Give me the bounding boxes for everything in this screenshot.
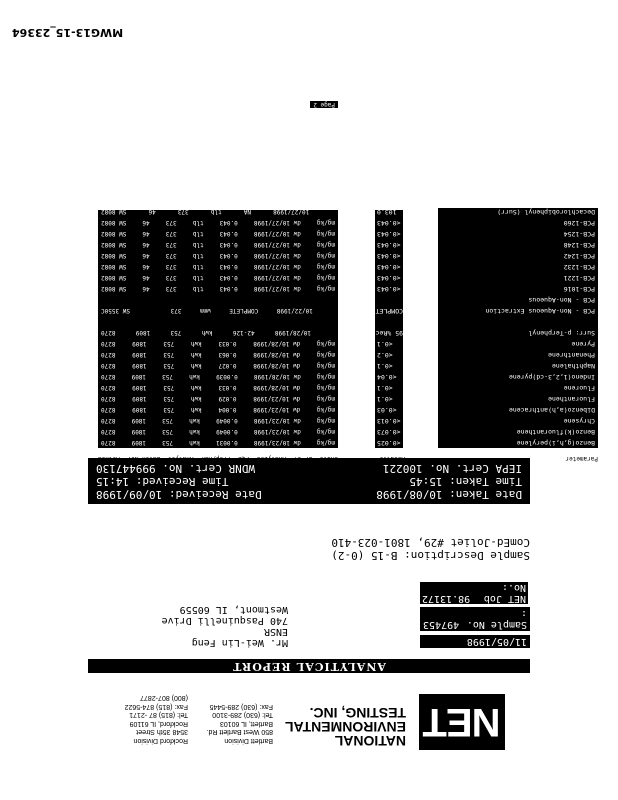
column-header: Analyzed: [257, 455, 286, 462]
table-cell: [255, 294, 259, 305]
parameter-cell: Decachlorobiphenyl (Surr): [497, 208, 595, 216]
table-cell: 753: [162, 373, 173, 380]
table-cell: kwh: [201, 329, 213, 336]
table-cell: dw 10/23/1998: [253, 439, 301, 446]
table-cell: [331, 195, 335, 206]
table-cell: 46: [142, 252, 150, 259]
table-cell: 0.043: [219, 230, 238, 237]
table-row: [101, 327, 335, 338]
address-line: Tel: (815) 87 -2171: [129, 711, 188, 719]
sample-description: [88, 536, 530, 562]
table-cell: 753: [170, 329, 182, 336]
table-row: [101, 261, 335, 272]
table-row: [101, 415, 335, 426]
table-cell: kwh: [189, 373, 200, 380]
table-cell: 0.0039: [216, 373, 238, 380]
table-cell: SW 8082: [101, 230, 127, 237]
parameter-cell: Naphthalene: [551, 362, 595, 370]
address-line: Fax: (630) 289-5445: [209, 703, 273, 710]
table-cell: [331, 294, 335, 305]
table-cell: 373: [170, 307, 182, 314]
table-cell: dw 10/28/1998: [253, 384, 301, 391]
table-cell: 0.033: [218, 340, 237, 347]
table-cell: 0.0049: [216, 417, 238, 424]
parameter-cell: Phenanthrene: [548, 351, 595, 359]
job-no-block: [418, 571, 530, 606]
table-cell: 1809: [131, 428, 147, 435]
table-cell: SW 8082: [101, 241, 127, 248]
table-cell: tlb: [192, 263, 204, 270]
table-cell: SW 8082: [101, 274, 127, 281]
column-header: Units: [319, 455, 338, 462]
table-row: [101, 294, 335, 305]
table-cell: dw 10/23/1998: [253, 428, 301, 435]
wdnr-cert: WDNR Cert. No. 999447130: [96, 462, 255, 475]
result-cell: <0.043: [377, 263, 401, 271]
company-logo: [419, 694, 505, 750]
table-cell: kwh: [190, 362, 202, 369]
company-line: ENVIRONMENTAL: [284, 719, 406, 735]
table-cell: tlb: [192, 241, 204, 248]
parameter-cell: Benzo(g,h,i)perylene: [516, 439, 595, 447]
table-cell: mg/kg: [316, 285, 335, 292]
result-cell: <0.1: [377, 362, 393, 370]
table-cell: 373: [177, 208, 189, 215]
address-line: (800) 807-2877: [140, 694, 188, 702]
iepa-cert: IEPA Cert. No. 100221: [382, 462, 522, 475]
parameter-cell: Benzo(k)fluoranthene: [516, 428, 595, 436]
table-cell: 8270: [101, 373, 116, 380]
table-cell: tlb: [210, 197, 222, 204]
table-cell: 753: [162, 417, 173, 424]
report-title-bar: ANALYTICAL REPORT: [88, 659, 530, 673]
table-cell: dw 10/27/1998: [253, 230, 301, 237]
table-cell: dw 10/28/1998: [253, 373, 301, 380]
table-cell: [139, 316, 143, 327]
parameter-cell: PCB-1260: [563, 219, 595, 227]
table-cell: 0.029: [218, 395, 237, 402]
parameter-cell: Surr: p-Terphenyl: [528, 329, 595, 337]
table-cell: 1809: [131, 373, 147, 380]
table-cell: mg/kg: [316, 406, 335, 413]
address-line: Rockford, IL 61109: [129, 720, 188, 727]
table-cell: 0.043: [219, 263, 238, 270]
table-cell: 8270: [101, 439, 116, 446]
table-cell: 10/27/1998: [273, 208, 310, 215]
table-cell: [139, 294, 143, 305]
table-cell: 8270: [101, 428, 116, 435]
date-taken: Date Taken: 10/08/1998: [376, 488, 522, 501]
parameter-cell: PCB-1221: [563, 274, 595, 282]
result-cell: <0.043: [377, 285, 401, 293]
table-row: [101, 250, 335, 261]
result-cell: <0.043: [377, 274, 401, 282]
table-cell: 373: [165, 263, 177, 270]
table-cell: dw 10/27/1998: [253, 219, 301, 226]
column-header: Method: [98, 455, 120, 462]
table-row: [101, 206, 335, 217]
logo-text: NET: [423, 700, 501, 745]
result-cell: [377, 294, 403, 305]
parameter-cell: Chrysene: [563, 417, 595, 425]
table-cell: 46: [148, 197, 156, 204]
table-cell: mg/kg: [316, 274, 335, 281]
address-line: Bartlett, IL 60103: [219, 720, 273, 727]
table-cell: 42-126: [232, 329, 255, 336]
table-cell: dw 10/28/1998: [253, 362, 301, 369]
result-cell: <0.1: [377, 384, 393, 392]
parameter-cell: PCB-1254: [563, 230, 595, 238]
sample-description-value: B-15 (0-2): [331, 549, 398, 562]
table-cell: [293, 294, 297, 305]
report-date-block: [420, 610, 530, 648]
parameter-cell: PCB-1242: [563, 252, 595, 260]
client-line: ENSR: [263, 626, 288, 637]
date-received: Date Received: 10/09/1998: [96, 488, 262, 501]
result-cell: <0.013: [377, 417, 401, 425]
column-header: DF of: [293, 455, 312, 462]
table-cell: 1809: [135, 329, 151, 336]
table-row: [101, 239, 335, 250]
project-name: ComEd-Joliet #29, 1801-023-410: [331, 536, 530, 549]
table-row: [101, 316, 335, 327]
client-line: Westmont, IL 60559: [179, 604, 288, 615]
company-line: TESTING, INC.: [309, 705, 406, 721]
result-cell: <0.043: [377, 230, 401, 238]
table-cell: dw 10/27/1998: [253, 263, 301, 270]
table-cell: SW 8082: [101, 252, 127, 259]
table-cell: 753: [163, 406, 175, 413]
company-line: NATIONAL: [334, 733, 406, 749]
sample-info-band: [88, 458, 530, 504]
table-cell: 1809: [132, 406, 147, 413]
job-no-value: 98.13172: [420, 582, 472, 604]
result-cell: <0.1: [377, 340, 393, 348]
table-cell: 373: [165, 285, 177, 292]
table-cell: [178, 316, 182, 327]
data-column: [98, 197, 338, 448]
table-cell: [331, 316, 335, 327]
table-row: [101, 382, 335, 393]
address-line: Bartlett Division: [224, 737, 273, 744]
result-cell: <0.043: [377, 241, 401, 249]
column-header: Batch No.: [127, 455, 161, 462]
table-cell: 46: [142, 241, 150, 248]
address-line: 850 West Bartlett Rd.: [206, 728, 273, 736]
table-cell: 46: [142, 230, 150, 237]
table-cell: 8270: [101, 395, 116, 402]
table-cell: [331, 305, 335, 316]
table-cell: kwh: [190, 340, 202, 347]
table-cell: [293, 316, 297, 327]
sample-description-label: Sample Description:: [404, 549, 530, 562]
table-row: [101, 305, 335, 316]
table-cell: tlb: [192, 219, 204, 226]
parameter-cell: Fluorene: [563, 384, 595, 392]
table-cell: SW 3550C: [101, 307, 130, 314]
table-cell: 0.063: [218, 351, 237, 358]
table-cell: mg/kg: [316, 340, 335, 347]
table-cell: 1809: [132, 351, 147, 358]
parameter-column: [438, 197, 598, 448]
table-row: [101, 360, 335, 371]
table-cell: [216, 294, 220, 305]
table-cell: mg/kg: [316, 219, 335, 226]
table-cell: dw 10/23/1998: [253, 395, 301, 402]
table-cell: [331, 206, 335, 217]
table-cell: 8270: [101, 340, 116, 347]
address-line: Fax: (815) 874-5622: [124, 703, 188, 710]
table-row: [101, 371, 335, 382]
table-cell: [101, 294, 105, 305]
table-cell: mg/kg: [316, 417, 335, 424]
table-cell: SW 8082: [101, 208, 127, 215]
table-cell: 373: [165, 219, 177, 226]
result-cell: <0.043: [377, 219, 401, 227]
table-cell: NA: [243, 208, 251, 215]
table-cell: 373: [165, 274, 177, 281]
table-cell: kwh: [189, 417, 200, 424]
table-cell: 8270: [101, 406, 116, 413]
table-cell: mg/kg: [316, 373, 335, 380]
bartlett-division-address: [207, 702, 273, 745]
table-cell: dw 10/28/1998: [253, 351, 301, 358]
table-cell: 46: [142, 219, 150, 226]
page-label: Page 2: [310, 101, 338, 108]
table-cell: mg/kg: [316, 362, 335, 369]
table-cell: 753: [162, 439, 173, 446]
table-row: [101, 426, 335, 437]
table-cell: [331, 327, 335, 338]
parameter-cell: [438, 316, 598, 327]
table-cell: 0.043: [219, 241, 238, 248]
table-cell: 753: [163, 340, 175, 347]
table-cell: 373: [177, 197, 189, 204]
table-cell: 1809: [131, 417, 147, 424]
table-cell: 373: [165, 230, 177, 237]
table-cell: 0.0049: [216, 428, 238, 435]
table-cell: dw 10/27/1998: [253, 274, 301, 281]
data-header-row: [98, 455, 338, 462]
table-row: [101, 404, 335, 415]
parameter-cell: Dibenzo(a,h)anthracene: [508, 406, 595, 414]
table-row: [101, 338, 335, 349]
table-cell: 753: [163, 384, 175, 391]
column-header: Analyst: [168, 455, 194, 462]
table-cell: 0.043: [219, 274, 238, 281]
client-line: 740 Pasquinelli Drive: [161, 615, 288, 626]
table-cell: tlb: [192, 285, 204, 292]
table-cell: 1809: [132, 384, 147, 391]
table-cell: mg/kg: [316, 263, 335, 270]
parameter-cell: PCB-1016: [563, 285, 595, 293]
result-cell: 103.0: [377, 208, 397, 216]
table-cell: wmm: [199, 307, 211, 314]
table-cell: kwh: [189, 439, 200, 446]
table-cell: dw 10/23/1998: [253, 417, 301, 424]
table-cell: 46: [142, 263, 150, 270]
table-cell: 0.033: [218, 384, 237, 391]
table-row: [101, 437, 335, 448]
parameter-header: Parameter: [565, 455, 598, 462]
table-cell: 753: [163, 395, 175, 402]
table-cell: dw 10/23/1998: [253, 406, 301, 413]
report-date: 11/05/1998: [420, 635, 530, 648]
table-cell: tlb: [192, 252, 204, 259]
result-cell: <0.2: [377, 351, 393, 359]
parameter-cell: PCB-1248: [563, 241, 595, 249]
job-no-label: NET Job No.:: [472, 582, 528, 604]
result-header: Results: [379, 455, 405, 462]
table-cell: kwh: [189, 428, 200, 435]
table-cell: 373: [165, 241, 177, 248]
result-cell: <0.073: [377, 428, 401, 436]
table-cell: mg/kg: [316, 230, 335, 237]
parameter-cell: PCB - Non-Aqueous: [528, 296, 595, 304]
table-cell: tlb: [192, 230, 204, 237]
result-cell: COMPLETE: [371, 307, 403, 315]
table-cell: [255, 316, 259, 327]
address-line: 3548 35th Street: [136, 728, 188, 736]
table-cell: 8270: [101, 351, 116, 358]
table-cell: [148, 305, 152, 316]
table-cell: tlb: [210, 208, 222, 215]
column-header: PQL: [238, 455, 250, 462]
table-cell: mg/kg: [316, 241, 335, 248]
table-cell: 373: [165, 252, 177, 259]
result-cell: 92.0: [377, 197, 393, 205]
table-cell: 46: [142, 274, 150, 281]
column-header: Prep/Run: [201, 455, 231, 462]
parameter-cell: Fluoranthene: [548, 395, 595, 403]
client-line: Mr. Wei-Lin Feng: [191, 637, 288, 648]
table-row: [101, 217, 335, 228]
address-line: Tel: (630) 289-3100: [212, 711, 273, 719]
table-cell: 0.0031: [216, 439, 238, 446]
table-cell: 753: [163, 351, 175, 358]
table-cell: [101, 316, 105, 327]
sample-no-label: Sample No. :: [466, 608, 527, 630]
table-cell: kwh: [190, 351, 202, 358]
result-cell: <0.04: [377, 373, 397, 381]
result-cell: <0.1: [377, 395, 393, 403]
result-cell: 95 %Rec: [375, 329, 403, 337]
table-cell: 10/22/1998: [276, 307, 313, 314]
parameter-cell: Indeno(1,2,3-cd)pyrene: [508, 373, 595, 381]
result-cell: [377, 316, 403, 327]
address-line: Rockford Division: [133, 737, 188, 744]
parameter-cell: 2,4,5,6-TCMX (Surr): [520, 197, 595, 205]
result-cell: <0.043: [377, 252, 401, 260]
table-cell: mg/kg: [316, 252, 335, 259]
table-cell: dw 10/27/1998: [253, 285, 301, 292]
table-cell: COMPLETE: [229, 307, 259, 314]
sample-no-row: [420, 607, 530, 631]
table-cell: SW 8082: [101, 219, 127, 226]
time-taken: Time Taken: 15:45: [409, 475, 522, 488]
table-cell: 0.004: [218, 406, 237, 413]
company-name: [286, 706, 406, 748]
table-cell: dw 10/28/1998: [253, 340, 301, 347]
table-cell: 1809: [132, 395, 147, 402]
table-cell: 1809: [131, 439, 147, 446]
table-cell: 0.043: [219, 252, 238, 259]
rockford-division-address: [125, 693, 188, 744]
table-cell: mg/kg: [316, 439, 335, 446]
table-cell: 10/27/1998: [273, 197, 310, 204]
table-cell: 753: [162, 428, 173, 435]
client-address: [162, 604, 288, 648]
table-cell: 10/28/1998: [274, 329, 312, 336]
table-cell: mg/kg: [316, 384, 335, 391]
table-cell: 46: [148, 208, 156, 215]
table-cell: [178, 294, 182, 305]
table-cell: dw 10/27/1998: [253, 241, 301, 248]
table-cell: dw 10/27/1998: [253, 252, 301, 259]
table-cell: [216, 316, 220, 327]
table-cell: 46: [142, 285, 150, 292]
table-cell: tlb: [192, 274, 204, 281]
table-row: [101, 349, 335, 360]
parameter-cell: Pyrene: [571, 340, 595, 348]
table-cell: 8270: [101, 329, 116, 336]
result-cell: <0.025: [377, 439, 401, 447]
table-cell: 1809: [132, 340, 147, 347]
table-cell: 753: [163, 362, 175, 369]
table-cell: kwh: [190, 384, 202, 391]
table-row: [101, 228, 335, 239]
table-cell: 0.043: [219, 285, 238, 292]
document-id: MWG13-15_23364: [12, 26, 124, 39]
table-cell: 0.027: [218, 362, 237, 369]
table-cell: NA: [243, 197, 251, 204]
table-cell: kwh: [190, 406, 202, 413]
table-cell: mg/kg: [316, 351, 335, 358]
table-cell: SW 8082: [101, 197, 127, 204]
table-cell: 0.043: [219, 219, 238, 226]
table-cell: mg/kg: [316, 395, 335, 402]
table-cell: 8270: [101, 362, 116, 369]
result-column: [371, 197, 403, 448]
table-cell: 8270: [101, 384, 116, 391]
table-row: [101, 283, 335, 294]
table-row: [101, 272, 335, 283]
time-received: Time Received: 14:15: [96, 475, 229, 488]
table-cell: kwh: [190, 395, 202, 402]
table-cell: SW 8082: [101, 285, 127, 292]
table-row: [101, 393, 335, 404]
table-cell: SW 8082: [101, 263, 127, 270]
table-cell: mg/kg: [316, 428, 335, 435]
table-row: [101, 195, 335, 206]
parameter-cell: PCB-1232: [563, 263, 595, 271]
table-cell: 8270: [101, 417, 116, 424]
result-cell: <0.03: [377, 406, 397, 414]
parameter-cell: PCB - Non-Aqueous Extraction: [485, 307, 595, 315]
table-cell: 1809: [132, 362, 147, 369]
sample-no-value: 497453: [423, 619, 460, 630]
